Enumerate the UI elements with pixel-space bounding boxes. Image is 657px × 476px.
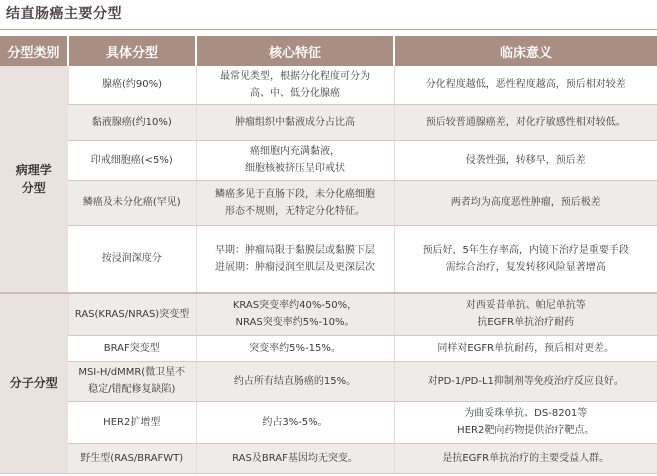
- significance-cell: 分化程度越低，恶性程度越高，预后相对较差: [394, 66, 657, 104]
- type-cell: 腺癌(约90%): [68, 66, 196, 104]
- significance-cell: 两者均为高度恶性肿瘤，预后极差: [394, 180, 657, 225]
- type-cell: HER2扩增型: [68, 401, 196, 443]
- feature-cell: 突变率约5%-15%。: [196, 335, 394, 361]
- significance-cell: 预后较普通腺癌差，对化疗敏感性相对较低。: [394, 104, 657, 140]
- header-feature: 核心特征: [196, 36, 394, 66]
- type-cell: 野生型(RAS/BRAFWT): [68, 443, 196, 473]
- table-row: [0, 293, 657, 335]
- significance-cell: 同样对EGFR单抗耐药，预后相对更差。: [394, 335, 657, 361]
- feature-cell: 肿瘤组织中黏液成分占比高: [196, 104, 394, 140]
- table-row: [0, 104, 657, 140]
- table-row: [0, 361, 657, 401]
- type-cell: 印戒细胞癌(<5%): [68, 140, 196, 180]
- table-row: [0, 401, 657, 443]
- type-cell: 黏液腺癌(约10%): [68, 104, 196, 140]
- significance-cell: 预后好，5年生存率高，内镜下治疗是重要手段 需综合治疗，复发转移风险显著增高: [394, 225, 657, 293]
- table-row: [0, 140, 657, 180]
- type-cell: RAS(KRAS/NRAS)突变型: [68, 293, 196, 335]
- feature-cell: 早期：肿瘤局限于黏膜层或黏膜下层 进展期：肿瘤浸润至肌层及更深层次: [196, 225, 394, 293]
- feature-cell: 约占3%-5%。: [196, 401, 394, 443]
- table-row: [0, 225, 657, 293]
- title-divider: [0, 29, 657, 30]
- category-molecular: 分子分型: [0, 293, 68, 473]
- table-row: [0, 443, 657, 473]
- header-type: 具体分型: [68, 36, 196, 66]
- table-row: [0, 335, 657, 361]
- table-row: [0, 180, 657, 225]
- significance-cell: 为曲妥珠单抗、DS-8201等 HER2靶向药物提供治疗靶点。: [394, 401, 657, 443]
- header-category: 分型类别: [0, 36, 68, 66]
- type-cell: 鳞癌及未分化癌(罕见): [68, 180, 196, 225]
- feature-cell: 最常见类型，根据分化程度可分为 高、中、低分化腺癌: [196, 66, 394, 104]
- significance-cell: 侵袭性强，转移早，预后差: [394, 140, 657, 180]
- significance-cell: 对PD-1/PD-L1抑制剂等免疫治疗反应良好。: [394, 361, 657, 401]
- feature-cell: 鳞癌多见于直肠下段，未分化癌细胞 形态不规则，无特定分化特征。: [196, 180, 394, 225]
- feature-cell: 约占所有结直肠癌的15%。: [196, 361, 394, 401]
- category-pathology: 病理学 分型: [0, 66, 68, 293]
- type-cell: 按浸润深度分: [68, 225, 196, 293]
- type-cell: MSI-H/dMMR(微卫星不 稳定/错配修复缺陷): [68, 361, 196, 401]
- feature-cell: KRAS突变率约40%-50%， NRAS突变率约5%-10%。: [196, 293, 394, 335]
- feature-cell: 癌细胞内充满黏液， 细胞核被挤压呈印戒状: [196, 140, 394, 180]
- feature-cell: RAS及BRAF基因均无突变。: [196, 443, 394, 473]
- significance-cell: 对西妥昔单抗、帕尼单抗等 抗EGFR单抗治疗耐药: [394, 293, 657, 335]
- type-cell: BRAF突变型: [68, 335, 196, 361]
- table-header-row: [0, 36, 657, 66]
- significance-cell: 是抗EGFR单抗治疗的主要受益人群。: [394, 443, 657, 473]
- table-row: [0, 66, 657, 104]
- classification-table: [0, 36, 657, 474]
- header-significance: 临床意义: [394, 36, 657, 66]
- page-title: 结直肠癌主要分型: [6, 6, 122, 22]
